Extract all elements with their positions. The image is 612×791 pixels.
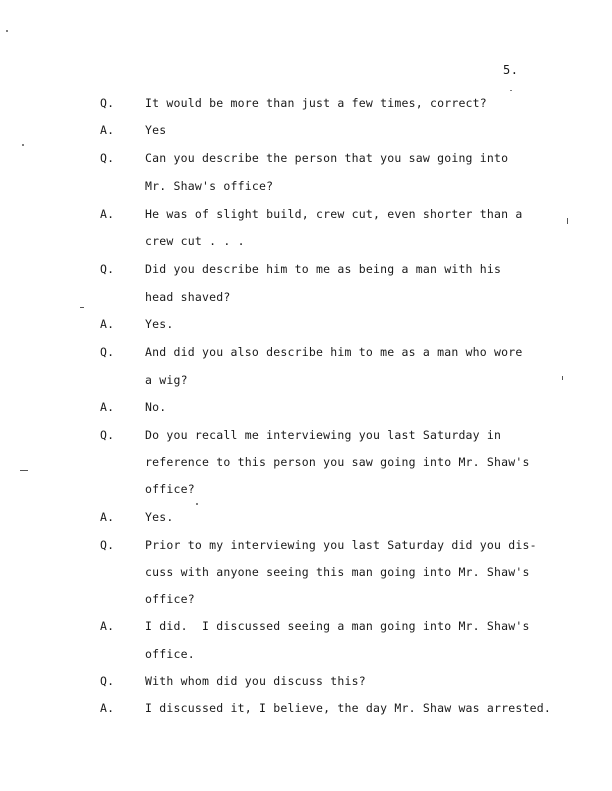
transcript-line: And did you also describe him to me as a man who wore <box>145 345 523 359</box>
scan-speck <box>562 376 563 380</box>
scan-speck <box>567 218 568 224</box>
transcript-line: Yes. <box>145 510 174 524</box>
speaker-label: A. <box>100 207 115 221</box>
transcript-line: I discussed it, I believe, the day Mr. Shaw was arrested. <box>145 701 552 715</box>
transcript-line: Mr. Shaw's office? <box>145 179 274 193</box>
transcript-line: With whom did you discuss this? <box>145 674 366 688</box>
speaker-label: Q. <box>100 262 115 276</box>
transcript-line: Yes. <box>145 317 174 331</box>
page-number: 5. <box>503 63 519 77</box>
scan-speck <box>510 90 512 91</box>
scan-speck <box>80 307 84 308</box>
scan-speck <box>22 144 24 146</box>
speaker-label: Q. <box>100 674 115 688</box>
transcript-line: Do you recall me interviewing you last Saturday in <box>145 428 502 442</box>
transcript-line: a wig? <box>145 373 188 387</box>
transcript-line: office? <box>145 592 195 606</box>
transcript-line: Yes <box>145 123 167 137</box>
scan-speck <box>196 503 198 505</box>
transcript-line: office? <box>145 482 195 496</box>
speaker-label: A. <box>100 510 115 524</box>
speaker-label: Q. <box>100 538 115 552</box>
speaker-label: A. <box>100 317 115 331</box>
transcript-line: No. <box>145 400 167 414</box>
transcript-line: cuss with anyone seeing this man going into Mr. Shaw's <box>145 565 530 579</box>
speaker-label: A. <box>100 123 115 137</box>
transcript-line: head shaved? <box>145 290 231 304</box>
speaker-label: A. <box>100 701 115 715</box>
transcript-line: Prior to my interviewing you last Saturday did you dis- <box>145 538 537 552</box>
transcript-line: office. <box>145 647 195 661</box>
speaker-label: Q. <box>100 428 115 442</box>
transcript-line: Did you describe him to me as being a man with his <box>145 262 502 276</box>
speaker-label: Q. <box>100 96 115 110</box>
scan-speck <box>6 30 8 32</box>
transcript-line: He was of slight build, crew cut, even shorter than a <box>145 207 523 221</box>
transcript-line: reference to this person you saw going into Mr. Shaw's <box>145 455 530 469</box>
speaker-label: A. <box>100 400 115 414</box>
transcript-line: crew cut . . . <box>145 234 245 248</box>
transcript-line: It would be more than just a few times, correct? <box>145 96 487 110</box>
speaker-label: Q. <box>100 151 115 165</box>
scan-speck <box>20 470 28 471</box>
transcript-line: Can you describe the person that you saw going into <box>145 151 509 165</box>
transcript-line: I did. I discussed seeing a man going into Mr. Shaw's <box>145 619 530 633</box>
speaker-label: A. <box>100 619 115 633</box>
speaker-label: Q. <box>100 345 115 359</box>
